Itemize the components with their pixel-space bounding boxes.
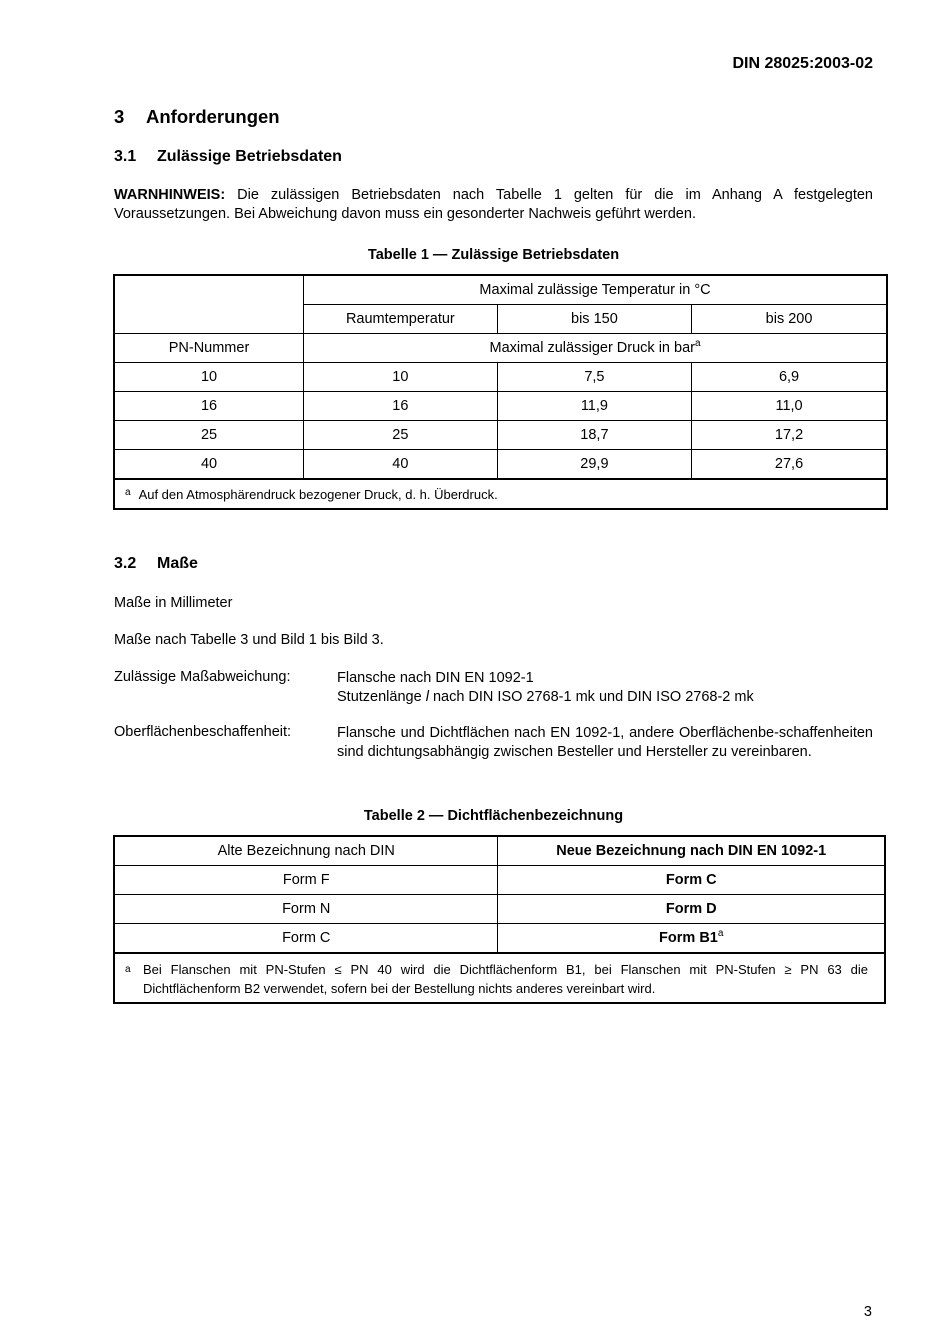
tolerance-value [337,669,873,707]
temp-col-200: bis 200 [692,305,887,334]
table-cell: Form C [114,924,498,954]
footnote-mark: a [125,964,131,975]
table-cell: 7,5 [497,363,691,392]
table-cell: 11,0 [692,392,887,421]
table-row [114,924,885,954]
col-new-designation: Neue Bezeichnung nach DIN EN 1092-1 [498,836,885,866]
table-cell: 25 [114,421,304,450]
table-cell: 16 [304,392,498,421]
footnote-ref: a [694,338,701,349]
table-cell: 40 [114,450,304,480]
pressure-header-text: Maximal zulässiger Druck in bar [489,340,695,356]
table-cell: Form F [114,866,498,895]
temperature-header: Maximal zulässige Temperatur in °C [304,275,887,305]
footnote-text: Bei Flanschen mit PN-Stufen ≤ PN 40 wird die Dichtflächenform B1, bei Flanschen mit PN-Stufen ≥ PN 63 die Dichtflächenform B2 verwendet, sofern bei der Bestellung nichts anderes vereinbart wird. [143,962,868,996]
table-cell: 25 [304,421,498,450]
table-row [114,836,885,866]
footnote-text: Auf den Atmosphärendruck bezogener Druck, d. h. Überdruck. [138,486,498,502]
warning-text: Die zulässigen Betriebsdaten nach Tabelle 1 gelten für die im Anhang A festgelegten Voraussetzungen. Bei Abweichung davon muss ein gesonderter Nachweis geführt werden. [114,187,873,222]
surface-label: Oberflächenbeschaffenheit: [114,724,292,740]
table-cell-empty [114,275,304,334]
tolerance-line-2-post: nach DIN ISO 2768-1 mk und DIN ISO 2768-2 mk [428,689,754,705]
dimensions-reference: Maße nach Tabelle 3 und Bild 1 bis Bild 3. [114,632,384,648]
table-row [114,421,887,450]
table-row [114,392,887,421]
section-number: 3.2 [114,555,137,572]
units-note: Maße in Millimeter [114,595,233,611]
table-cell: 6,9 [692,363,887,392]
table-cell: 29,9 [497,450,691,480]
section-3-1-heading [114,148,342,166]
section-title: Maße [157,555,198,572]
table-row [114,450,887,480]
table-cell [498,924,885,954]
table-cell: 40 [304,450,498,480]
table-row [114,334,887,363]
table2-footnote [114,953,885,1003]
table-cell: 11,9 [497,392,691,421]
temp-col-150: bis 150 [497,305,691,334]
footnote-ref: a [717,928,724,939]
table-cell: 16 [114,392,304,421]
table-cell: 27,6 [692,450,887,480]
col-old-designation: Alte Bezeichnung nach DIN [114,836,498,866]
table-footnote-row [114,953,885,1003]
section-number: 3.1 [114,148,137,165]
pressure-header [304,334,887,363]
page-number: 3 [863,1304,872,1320]
section-number: 3 [114,106,125,127]
table-row [114,895,885,924]
table-cell: 10 [114,363,304,392]
table2-caption: Tabelle 2 — Dichtflächenbezeichnung [363,808,624,824]
table1-caption: Tabelle 1 — Zulässige Betriebsdaten [367,247,620,263]
pn-number-header: PN-Nummer [114,334,304,363]
new-designation-text: Form B1 [659,930,718,946]
document-id: DIN 28025:2003-02 [732,55,873,72]
temp-col-room: Raumtemperatur [304,305,498,334]
table-cell: Form D [498,895,885,924]
table-row [114,275,887,305]
table-footnote-row [114,479,887,509]
table-cell: 10 [304,363,498,392]
table1-operating-data [113,274,888,510]
tolerance-line-2-pre: Stutzenlänge [337,689,426,705]
surface-value: Flansche und Dichtflächen nach EN 1092-1, andere Oberflächenbe-schaffenheiten sind dichtungsabhängig zwischen Besteller und Hersteller zu vereinbaren. [337,725,873,760]
warning-label: WARNHINWEIS: [114,187,226,203]
table-cell: 17,2 [692,421,887,450]
tolerance-label: Zulässige Maßabweichung: [114,669,291,685]
length-variable: l [425,689,429,705]
table-row [114,363,887,392]
table-cell: Form N [114,895,498,924]
table-cell: 18,7 [497,421,691,450]
section-3-2-heading [114,555,198,573]
table2-sealing-faces [113,835,886,1004]
table-cell: Form C [498,866,885,895]
section-3-heading [114,106,280,128]
section-title: Anforderungen [146,106,280,127]
table-row [114,866,885,895]
section-title: Zulässige Betriebsdaten [157,148,342,165]
warning-paragraph [114,186,873,224]
tolerance-line-2 [337,688,873,707]
table1-footnote [114,479,887,509]
footnote-mark: a [125,486,131,498]
tolerance-line-1: Flansche nach DIN EN 1092-1 [337,670,534,686]
